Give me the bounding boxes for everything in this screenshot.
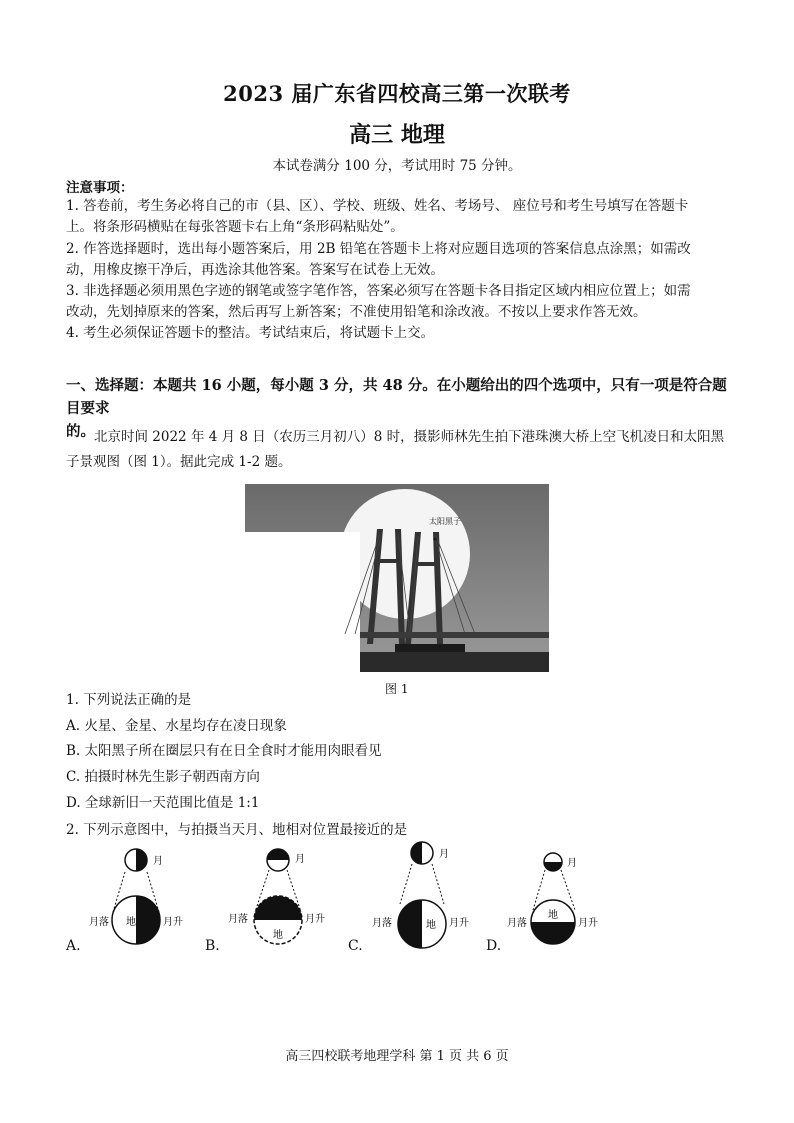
subject-title: 高三 地理 bbox=[349, 122, 445, 148]
moonset-label: 月落 bbox=[507, 918, 527, 929]
q1-option-a: A. 火星、金星、水星均存在凌日现象 bbox=[66, 718, 287, 734]
earth-label: 地 bbox=[273, 930, 283, 941]
question-2-stem: 2. 下列示意图中，与拍摄当天月、地相对位置最接近的是 bbox=[66, 822, 408, 838]
option-b-label: B. bbox=[205, 938, 220, 954]
moon-label: 月 bbox=[153, 856, 163, 867]
moon-label: 月 bbox=[439, 849, 449, 860]
option-d-label: D. bbox=[486, 938, 502, 954]
q1-option-d: D. 全球新旧一天范围比值是 1:1 bbox=[66, 795, 260, 811]
moonset-label: 月落 bbox=[372, 918, 392, 929]
page-footer: 高三四校联考地理学科 第 1 页 共 6 页 bbox=[285, 1049, 509, 1064]
q1-option-c: C. 拍摄时林先生影子朝西南方向 bbox=[66, 769, 260, 785]
question-stem bbox=[66, 425, 736, 475]
stem-line: 北京时间 2022 年 4 月 8 日（农历三月初八）8 时，摄影师林先生拍下港珠澳大桥上空飞机凌日和太阳黑 bbox=[94, 429, 725, 445]
section-line: 的。 bbox=[66, 423, 95, 440]
moonrise-label: 月升 bbox=[578, 918, 598, 929]
moonrise-label: 月升 bbox=[305, 914, 325, 925]
paper-title: 2023 届广东省四校高三第一次联考 bbox=[223, 81, 571, 106]
diagram-a bbox=[85, 842, 183, 952]
note-line: 4. 考生必须保证答题卡的整洁。考试结束后，将试题卡上交。 bbox=[66, 325, 435, 341]
stem-line: 子景观图（图 1）。据此完成 1-2 题。 bbox=[66, 454, 292, 470]
earth-label: 地 bbox=[426, 920, 436, 931]
note-line: 动，用橡皮擦干净后，再选涂其他答案。答案写在试卷上无效。 bbox=[66, 262, 444, 278]
earth-label: 地 bbox=[548, 910, 558, 921]
sunspot-dot bbox=[433, 537, 437, 541]
moon-label: 月 bbox=[567, 858, 577, 869]
moonrise-label: 月升 bbox=[163, 917, 183, 928]
moonset-label: 月落 bbox=[89, 917, 109, 928]
note-line: 3. 非选择题必须用黑色字迹的钢笔或签字笔作答，答案必须写在答题卡各目指定区域内相应位置上；如需 bbox=[66, 283, 691, 299]
note-line: 2. 作答选择题时，选出每小题答案后，用 2B 铅笔在答题卡上将对应题目选项的答案信息点涂黑；如需改 bbox=[66, 241, 691, 257]
q1-option-b: B. 太阳黑子所在圈层只有在日全食时才能用肉眼看见 bbox=[66, 743, 382, 759]
figure-caption: 图 1 bbox=[385, 682, 409, 696]
section-line: 一、选择题：本题共 16 小题，每小题 3 分，共 48 分。在小题给出的四个选项中，只有一项是符合题目要求 bbox=[66, 377, 727, 417]
diagram-d bbox=[505, 848, 605, 948]
moon-label: 月 bbox=[295, 854, 305, 865]
white-patch bbox=[245, 532, 360, 672]
question-1-stem: 1. 下列说法正确的是 bbox=[66, 692, 192, 708]
sunspot-label: 太阳黑子 bbox=[429, 517, 461, 526]
option-a-label: A. bbox=[66, 938, 81, 954]
moonrise-label: 月升 bbox=[449, 918, 469, 929]
note-line: 1. 答卷前，考生务必将自己的市（县、区）、学校、班级、姓名、考场号、 座位号和考生号填写在答题卡 bbox=[66, 198, 689, 214]
notes-heading: 注意事项： bbox=[66, 180, 134, 196]
diagram-b bbox=[225, 842, 325, 952]
figure-1-photo bbox=[245, 484, 549, 672]
bridge-sun-photo bbox=[245, 484, 549, 672]
note-line: 上。将条形码横贴在每张答题卡右上角“条形码粘贴处”。 bbox=[66, 219, 404, 235]
earth-label: 地 bbox=[126, 917, 136, 928]
note-line: 改动，先划掉原来的答案，然后再写上新答案；不准使用铅笔和涂改液。不按以上要求作答无效。 bbox=[66, 304, 647, 320]
diagram-c bbox=[368, 838, 468, 948]
moonset-label: 月落 bbox=[228, 914, 248, 925]
option-c-label: C. bbox=[348, 938, 363, 954]
exam-info: 本试卷满分 100 分，考试用时 75 分钟。 bbox=[272, 158, 522, 174]
